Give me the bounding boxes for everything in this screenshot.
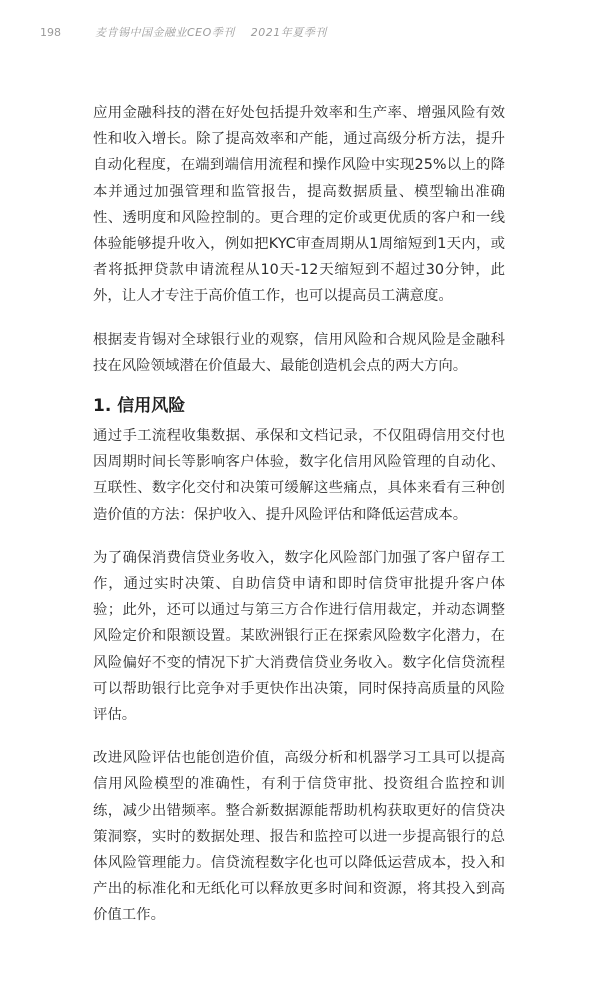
- page-header: [40, 24, 560, 42]
- body-paragraph: 改进风险评估也能创造价值，高级分析和机器学习工具可以提高信用风险模型的准确性，有利于信贷审批、投资组合监控和训练，减少出错频率。整合新数据源能帮助机构获取更好的信贷决策洞察，实时的数据处理、报告和监控可以进一步提高银行的总体风险管理能力。信贷流程数字化也可以降低运营成本，投入和产出的标准化和无纸化可以释放更多时间和资源，将其投入到高价值工作。: [93, 750, 505, 924]
- section-heading: 1. 信用风险: [93, 396, 186, 417]
- page-number: 198: [40, 26, 61, 39]
- issue-label: 2021年夏季刊: [250, 26, 327, 39]
- article-body: [93, 100, 505, 929]
- body-paragraph: 通过手工流程收集数据、承保和文档记录，不仅阻碍信用交付也因周期时间长等影响客户体验，数字化信用风险管理的自动化、互联性、数字化交付和决策可缓解这些痛点，具体来看有三种创造价值的方法：保护收入、提升风险评估和降低运营成本。: [93, 428, 505, 523]
- body-paragraph: 应用金融科技的潜在好处包括提升效率和生产率、增强风险有效性和收入增长。除了提高效率和产能，通过高级分析方法，提升自动化程度，在端到端信用流程和操作风险中实现25%以上的降本并通过加强管理和监管报告，提高数据质量、模型输出准确性、透明度和风险控制的。更合理的定价或更优质的客户和一线体验能够提升收入，例如把KYC审查周期从1周缩短到1天内，或者将抵押贷款申请流程从10天-12天缩短到不超过30分钟，此外，让人才专注于高价值工作，也可以提高员工满意度。: [93, 105, 505, 305]
- publication-name: 麦肯锡中国金融业CEO季刊: [95, 26, 235, 39]
- body-paragraph: 为了确保消费信贷业务收入，数字化风险部门加强了客户留存工作，通过实时决策、自助信贷申请和即时信贷审批提升客户体验；此外，还可以通过与第三方合作进行信用裁定，并动态调整风险定价和限额设置。某欧洲银行正在探索风险数字化潜力，在风险偏好不变的情况下扩大消费信贷业务收入。数字化信贷流程可以帮助银行比竞争对手更快作出决策，同时保持高质量的风险评估。: [93, 549, 505, 724]
- body-paragraph: 根据麦肯锡对全球银行业的观察，信用风险和合规风险是金融科技在风险领域潜在价值最大、最能创造机会点的两大方向。: [93, 331, 505, 374]
